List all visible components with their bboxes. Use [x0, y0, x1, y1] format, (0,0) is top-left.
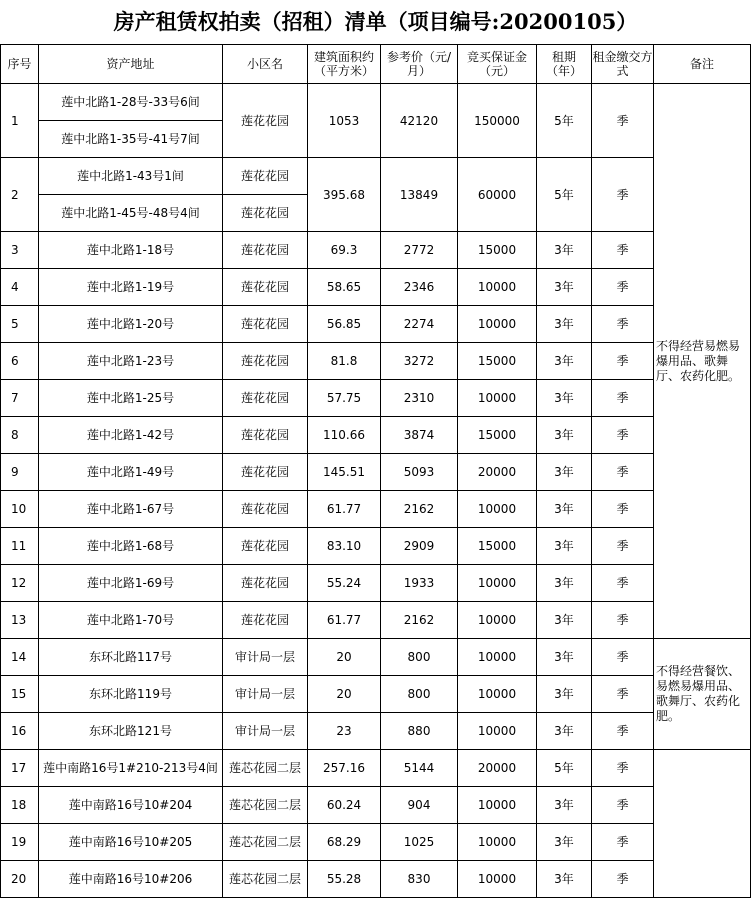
cell-community: 莲芯花园二层	[223, 824, 308, 861]
cell-payment: 季	[592, 602, 654, 639]
cell-index: 16	[1, 713, 39, 750]
table-header	[1, 45, 751, 84]
cell-term: 3年	[537, 824, 592, 861]
cell-payment: 季	[592, 306, 654, 343]
cell-term: 5年	[537, 158, 592, 232]
cell-remarks-group3	[654, 750, 751, 898]
table-row	[1, 639, 751, 676]
cell-index: 8	[1, 417, 39, 454]
cell-deposit: 10000	[458, 380, 537, 417]
cell-address: 莲中北路1-28号-33号6间	[39, 84, 223, 121]
cell-address: 莲中北路1-18号	[39, 232, 223, 269]
cell-index: 5	[1, 306, 39, 343]
table-row	[1, 491, 751, 528]
table-row	[1, 343, 751, 380]
cell-price: 2162	[381, 491, 458, 528]
cell-deposit: 10000	[458, 861, 537, 898]
cell-community: 莲花花园	[223, 84, 308, 158]
cell-price: 42120	[381, 84, 458, 158]
cell-index: 6	[1, 343, 39, 380]
cell-price: 2772	[381, 232, 458, 269]
cell-term: 3年	[537, 787, 592, 824]
cell-community: 莲花花园	[223, 602, 308, 639]
cell-index: 12	[1, 565, 39, 602]
cell-deposit: 15000	[458, 528, 537, 565]
cell-area: 145.51	[308, 454, 381, 491]
cell-index: 10	[1, 491, 39, 528]
cell-payment: 季	[592, 676, 654, 713]
cell-area: 110.66	[308, 417, 381, 454]
table-row	[1, 713, 751, 750]
cell-community: 莲芯花园二层	[223, 787, 308, 824]
cell-deposit: 20000	[458, 750, 537, 787]
cell-term: 3年	[537, 528, 592, 565]
header-price: 参考价（元/月）	[381, 45, 458, 84]
cell-payment: 季	[592, 565, 654, 602]
cell-area: 58.65	[308, 269, 381, 306]
cell-payment: 季	[592, 787, 654, 824]
cell-community: 莲花花园	[223, 343, 308, 380]
cell-address: 莲中北路1-42号	[39, 417, 223, 454]
cell-term: 3年	[537, 269, 592, 306]
cell-community: 莲芯花园二层	[223, 750, 308, 787]
table-row	[1, 232, 751, 269]
cell-deposit: 10000	[458, 491, 537, 528]
cell-address: 莲中南路16号1#210-213号4间	[39, 750, 223, 787]
cell-price: 13849	[381, 158, 458, 232]
cell-price: 3874	[381, 417, 458, 454]
cell-area: 83.10	[308, 528, 381, 565]
header-payment: 租金缴交方式	[592, 45, 654, 84]
table-row	[1, 306, 751, 343]
cell-price: 2162	[381, 602, 458, 639]
cell-price: 800	[381, 639, 458, 676]
cell-area: 81.8	[308, 343, 381, 380]
cell-payment: 季	[592, 528, 654, 565]
cell-area: 69.3	[308, 232, 381, 269]
table-row	[1, 417, 751, 454]
cell-payment: 季	[592, 232, 654, 269]
table-row	[1, 380, 751, 417]
cell-deposit: 15000	[458, 232, 537, 269]
cell-deposit: 10000	[458, 565, 537, 602]
table-row	[1, 158, 751, 195]
cell-price: 904	[381, 787, 458, 824]
table-row	[1, 602, 751, 639]
cell-deposit: 10000	[458, 306, 537, 343]
cell-area: 68.29	[308, 824, 381, 861]
cell-index: 11	[1, 528, 39, 565]
cell-term: 3年	[537, 676, 592, 713]
cell-payment: 季	[592, 84, 654, 158]
cell-area: 61.77	[308, 491, 381, 528]
cell-price: 2310	[381, 380, 458, 417]
cell-index: 19	[1, 824, 39, 861]
cell-deposit: 15000	[458, 417, 537, 454]
table-row	[1, 787, 751, 824]
cell-deposit: 60000	[458, 158, 537, 232]
cell-index: 9	[1, 454, 39, 491]
cell-area: 20	[308, 676, 381, 713]
cell-deposit: 150000	[458, 84, 537, 158]
cell-price: 3272	[381, 343, 458, 380]
cell-price: 1025	[381, 824, 458, 861]
cell-address: 莲中北路1-70号	[39, 602, 223, 639]
cell-address: 东环北路121号	[39, 713, 223, 750]
cell-deposit: 10000	[458, 787, 537, 824]
cell-area: 60.24	[308, 787, 381, 824]
cell-price: 2346	[381, 269, 458, 306]
cell-payment: 季	[592, 417, 654, 454]
cell-term: 3年	[537, 454, 592, 491]
cell-address: 莲中南路16号10#206	[39, 861, 223, 898]
cell-community: 莲花花园	[223, 565, 308, 602]
property-lease-table	[0, 44, 751, 898]
header-address: 资产地址	[39, 45, 223, 84]
cell-deposit: 10000	[458, 676, 537, 713]
cell-community: 莲花花园	[223, 269, 308, 306]
table-row	[1, 269, 751, 306]
cell-price: 880	[381, 713, 458, 750]
table-row	[1, 861, 751, 898]
cell-term: 3年	[537, 565, 592, 602]
cell-index: 13	[1, 602, 39, 639]
table-row	[1, 750, 751, 787]
cell-address: 莲中北路1-23号	[39, 343, 223, 380]
cell-payment: 季	[592, 750, 654, 787]
cell-community: 审计局一层	[223, 676, 308, 713]
cell-deposit: 20000	[458, 454, 537, 491]
cell-index: 7	[1, 380, 39, 417]
table-body	[1, 84, 751, 898]
cell-payment: 季	[592, 861, 654, 898]
cell-community: 莲芯花园二层	[223, 861, 308, 898]
header-row	[1, 45, 751, 84]
cell-term: 3年	[537, 232, 592, 269]
cell-payment: 季	[592, 824, 654, 861]
table-row	[1, 824, 751, 861]
cell-deposit: 15000	[458, 343, 537, 380]
cell-area: 395.68	[308, 158, 381, 232]
cell-term: 5年	[537, 750, 592, 787]
cell-community: 莲花花园	[223, 417, 308, 454]
cell-price: 800	[381, 676, 458, 713]
cell-address: 莲中北路1-19号	[39, 269, 223, 306]
cell-address: 莲中南路16号10#204	[39, 787, 223, 824]
cell-index: 1	[1, 84, 39, 158]
cell-payment: 季	[592, 713, 654, 750]
cell-term: 3年	[537, 713, 592, 750]
cell-payment: 季	[592, 380, 654, 417]
cell-area: 20	[308, 639, 381, 676]
cell-area: 23	[308, 713, 381, 750]
cell-community: 审计局一层	[223, 713, 308, 750]
cell-term: 3年	[537, 639, 592, 676]
cell-address: 莲中北路1-67号	[39, 491, 223, 528]
cell-address: 莲中北路1-69号	[39, 565, 223, 602]
cell-address: 莲中北路1-68号	[39, 528, 223, 565]
cell-price: 5093	[381, 454, 458, 491]
cell-index: 3	[1, 232, 39, 269]
cell-index: 15	[1, 676, 39, 713]
cell-community: 莲花花园	[223, 232, 308, 269]
cell-area: 56.85	[308, 306, 381, 343]
cell-address: 莲中北路1-20号	[39, 306, 223, 343]
cell-deposit: 10000	[458, 824, 537, 861]
cell-index: 4	[1, 269, 39, 306]
header-deposit: 竞买保证金（元）	[458, 45, 537, 84]
cell-term: 3年	[537, 861, 592, 898]
cell-term: 5年	[537, 84, 592, 158]
cell-term: 3年	[537, 417, 592, 454]
cell-area: 1053	[308, 84, 381, 158]
cell-community: 莲花花园	[223, 158, 308, 195]
cell-index: 14	[1, 639, 39, 676]
cell-payment: 季	[592, 454, 654, 491]
cell-community: 莲花花园	[223, 380, 308, 417]
header-term: 租期（年）	[537, 45, 592, 84]
cell-area: 57.75	[308, 380, 381, 417]
cell-deposit: 10000	[458, 639, 537, 676]
header-community: 小区名	[223, 45, 308, 84]
cell-community: 莲花花园	[223, 528, 308, 565]
cell-area: 61.77	[308, 602, 381, 639]
cell-deposit: 10000	[458, 713, 537, 750]
cell-price: 830	[381, 861, 458, 898]
cell-address: 莲中北路1-35号-41号7间	[39, 121, 223, 158]
cell-address: 莲中南路16号10#205	[39, 824, 223, 861]
cell-address: 莲中北路1-43号1间	[39, 158, 223, 195]
cell-term: 3年	[537, 343, 592, 380]
table-row	[1, 84, 751, 121]
cell-price: 1933	[381, 565, 458, 602]
cell-address: 莲中北路1-25号	[39, 380, 223, 417]
cell-community: 莲花花园	[223, 195, 308, 232]
cell-term: 3年	[537, 491, 592, 528]
cell-price: 5144	[381, 750, 458, 787]
cell-address: 东环北路119号	[39, 676, 223, 713]
header-remarks: 备注	[654, 45, 751, 84]
cell-area: 55.28	[308, 861, 381, 898]
cell-price: 2909	[381, 528, 458, 565]
cell-deposit: 10000	[458, 269, 537, 306]
table-row	[1, 454, 751, 491]
table-row	[1, 676, 751, 713]
cell-area: 55.24	[308, 565, 381, 602]
cell-term: 3年	[537, 380, 592, 417]
cell-term: 3年	[537, 306, 592, 343]
cell-index: 2	[1, 158, 39, 232]
cell-community: 莲花花园	[223, 491, 308, 528]
cell-term: 3年	[537, 602, 592, 639]
header-area: 建筑面积约（平方米）	[308, 45, 381, 84]
table-row	[1, 565, 751, 602]
cell-payment: 季	[592, 158, 654, 232]
cell-remarks-group1: 不得经营易燃易爆用品、歌舞厅、农药化肥。	[654, 84, 751, 639]
header-index: 序号	[1, 45, 39, 84]
cell-payment: 季	[592, 639, 654, 676]
cell-community: 莲花花园	[223, 306, 308, 343]
table-row	[1, 528, 751, 565]
cell-community: 审计局一层	[223, 639, 308, 676]
cell-payment: 季	[592, 269, 654, 306]
document-title: 房产租赁权拍卖（招租）清单（项目编号:20200105）	[113, 9, 638, 34]
cell-price: 2274	[381, 306, 458, 343]
cell-index: 17	[1, 750, 39, 787]
cell-payment: 季	[592, 491, 654, 528]
cell-address: 莲中北路1-49号	[39, 454, 223, 491]
cell-payment: 季	[592, 343, 654, 380]
cell-address: 东环北路117号	[39, 639, 223, 676]
cell-address: 莲中北路1-45号-48号4间	[39, 195, 223, 232]
cell-index: 18	[1, 787, 39, 824]
cell-index: 20	[1, 861, 39, 898]
cell-community: 莲花花园	[223, 454, 308, 491]
cell-area: 257.16	[308, 750, 381, 787]
cell-deposit: 10000	[458, 602, 537, 639]
cell-remarks-group2: 不得经营餐饮、易燃易爆用品、歌舞厅、农药化肥。	[654, 639, 751, 750]
